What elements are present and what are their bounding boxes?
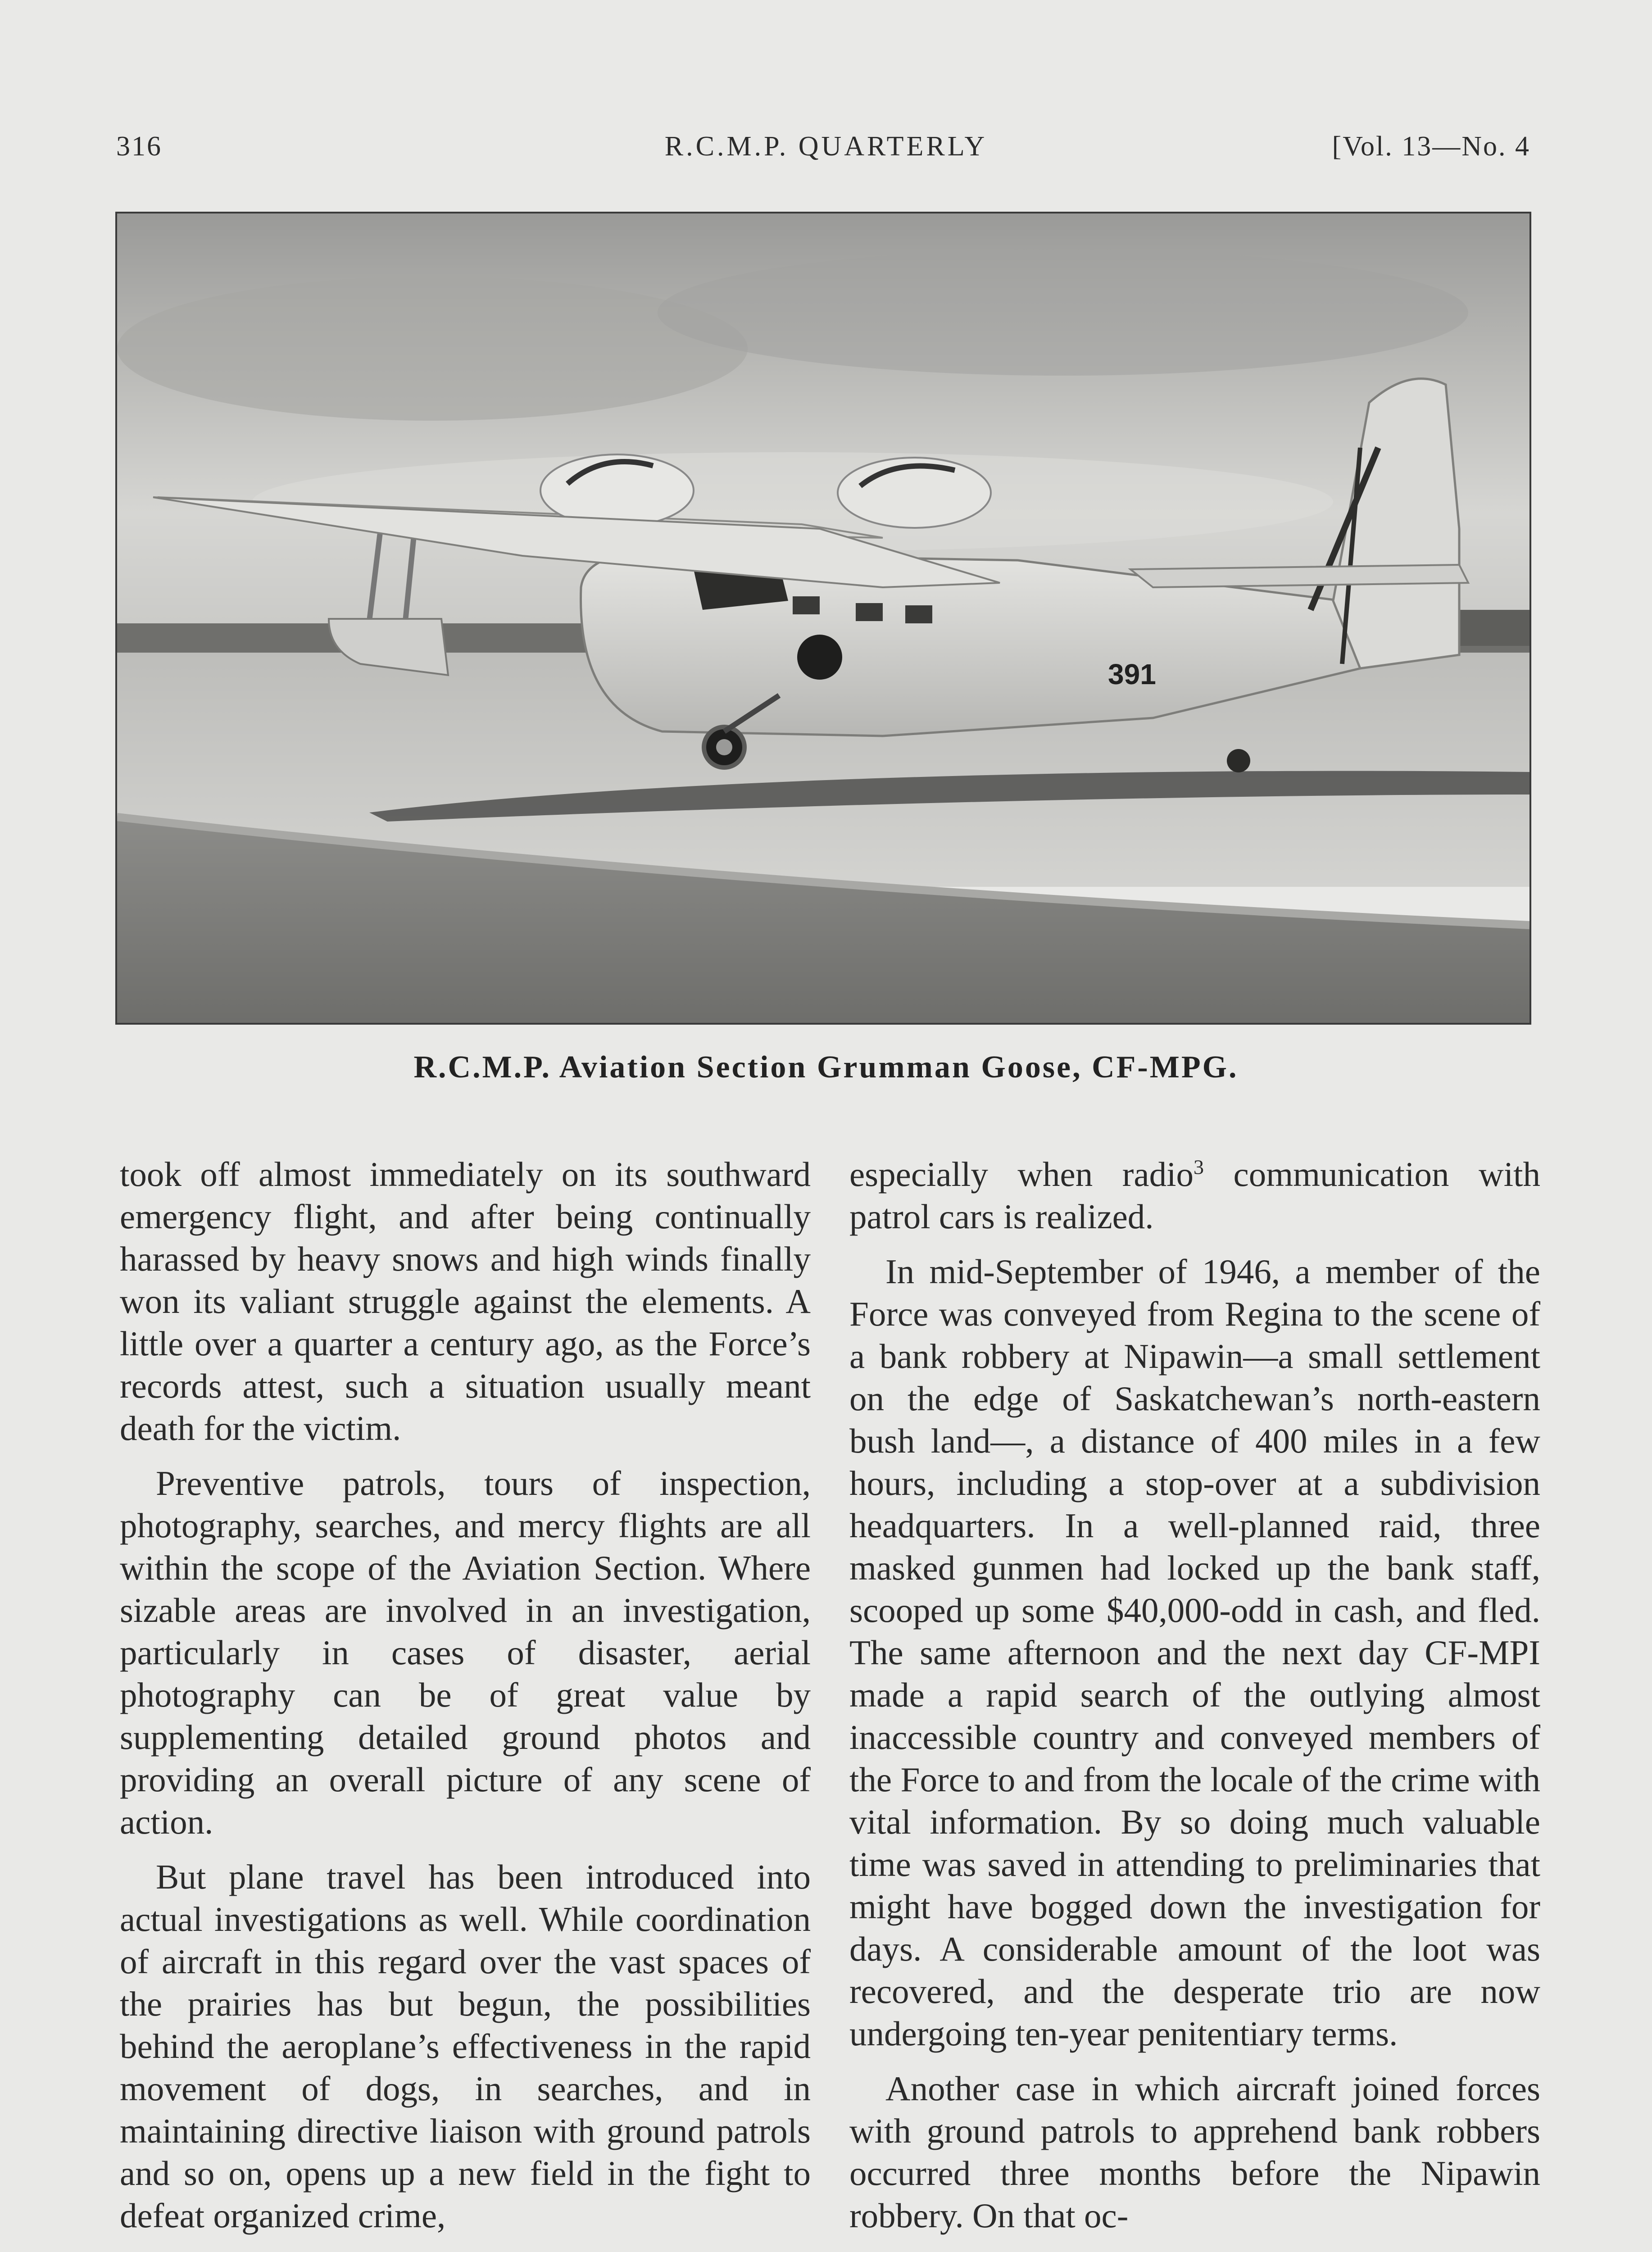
paragraph: Another case in which aircraft joined forces with ground patrols to apprehend bank robbers occurred three months before the Nipawin robbery. On that oc-	[849, 2069, 1540, 2235]
paragraph: In mid-September of 1946, a member of the Force was conveyed from Regina to the scene of a bank robbery at Nipawin—a small settlement on the edge of Saskatchewan’s north-eastern bush land—, a distance of 400 miles in a few hours, including a stop-over at a subdivision headquarters. In a well-planned raid, three masked gunmen had locked up the bank staff, scooped up some $40,000-odd in cash, and fled. The same afternoon and the next day CF-MPI made a rapid search of the outlying almost inaccessible country and conveyed members of the Force to and from the locale of the crime with vital information. By so doing much valuable time was saved in attending to preliminaries that might have bogged down the investigation for days. A considerable amount of the loot was recovered, and the desperate trio are now undergoing ten-year penitentiary terms.	[849, 1252, 1540, 2053]
aircraft-number: 391	[1108, 658, 1156, 690]
text-span: especially when radio	[849, 1155, 1194, 1194]
paragraph: took off almost immediately on its southward emergency flight, and after being continually harassed by heavy snows and high winds finally won its valiant struggle against the elements. A little over a quarter a century ago, as the Force’s records attest, such a situation usually meant death for the victim.	[120, 1155, 811, 1448]
aircraft-photo	[115, 212, 1531, 1025]
text-span: communication with patrol cars is realized.	[849, 1155, 1541, 1236]
page-number: 316	[116, 131, 162, 162]
paragraph: Preventive patrols, tours of inspection, photography, searches, and mercy flights are all within the scope of the Aviation Section. Where sizable areas are involved in an investigation, particularly in cases of disaster, aerial photography can be of great value by supplementing detailed ground photos and providing an overall picture of any scene of action.	[120, 1464, 811, 1841]
paragraph: But plane travel has been introduced into actual investigations as well. While coordination of aircraft in this regard over the vast spaces of the prairies has but begun, the possibilities behind the aeroplane’s effectiveness in the rapid movement of dogs, in searches, and in maintaining directive liaison with ground patrols and so on, opens up a new field in the fight to defeat organized crime,	[120, 1857, 811, 2235]
left-column	[120, 1153, 811, 2249]
paragraph	[849, 1153, 1540, 1238]
volume-issue: [Vol. 13—No. 4	[1332, 131, 1530, 162]
photo-caption: R.C.M.P. Aviation Section Grumman Goose, CF-MPG.	[413, 1050, 1239, 1085]
running-header	[0, 131, 1652, 171]
journal-title: R.C.M.P. QUARTERLY	[664, 131, 988, 162]
grumman-goose-illustration	[117, 213, 1529, 1023]
right-column	[849, 1153, 1540, 2249]
footnote-reference: 3	[1193, 1155, 1204, 1179]
